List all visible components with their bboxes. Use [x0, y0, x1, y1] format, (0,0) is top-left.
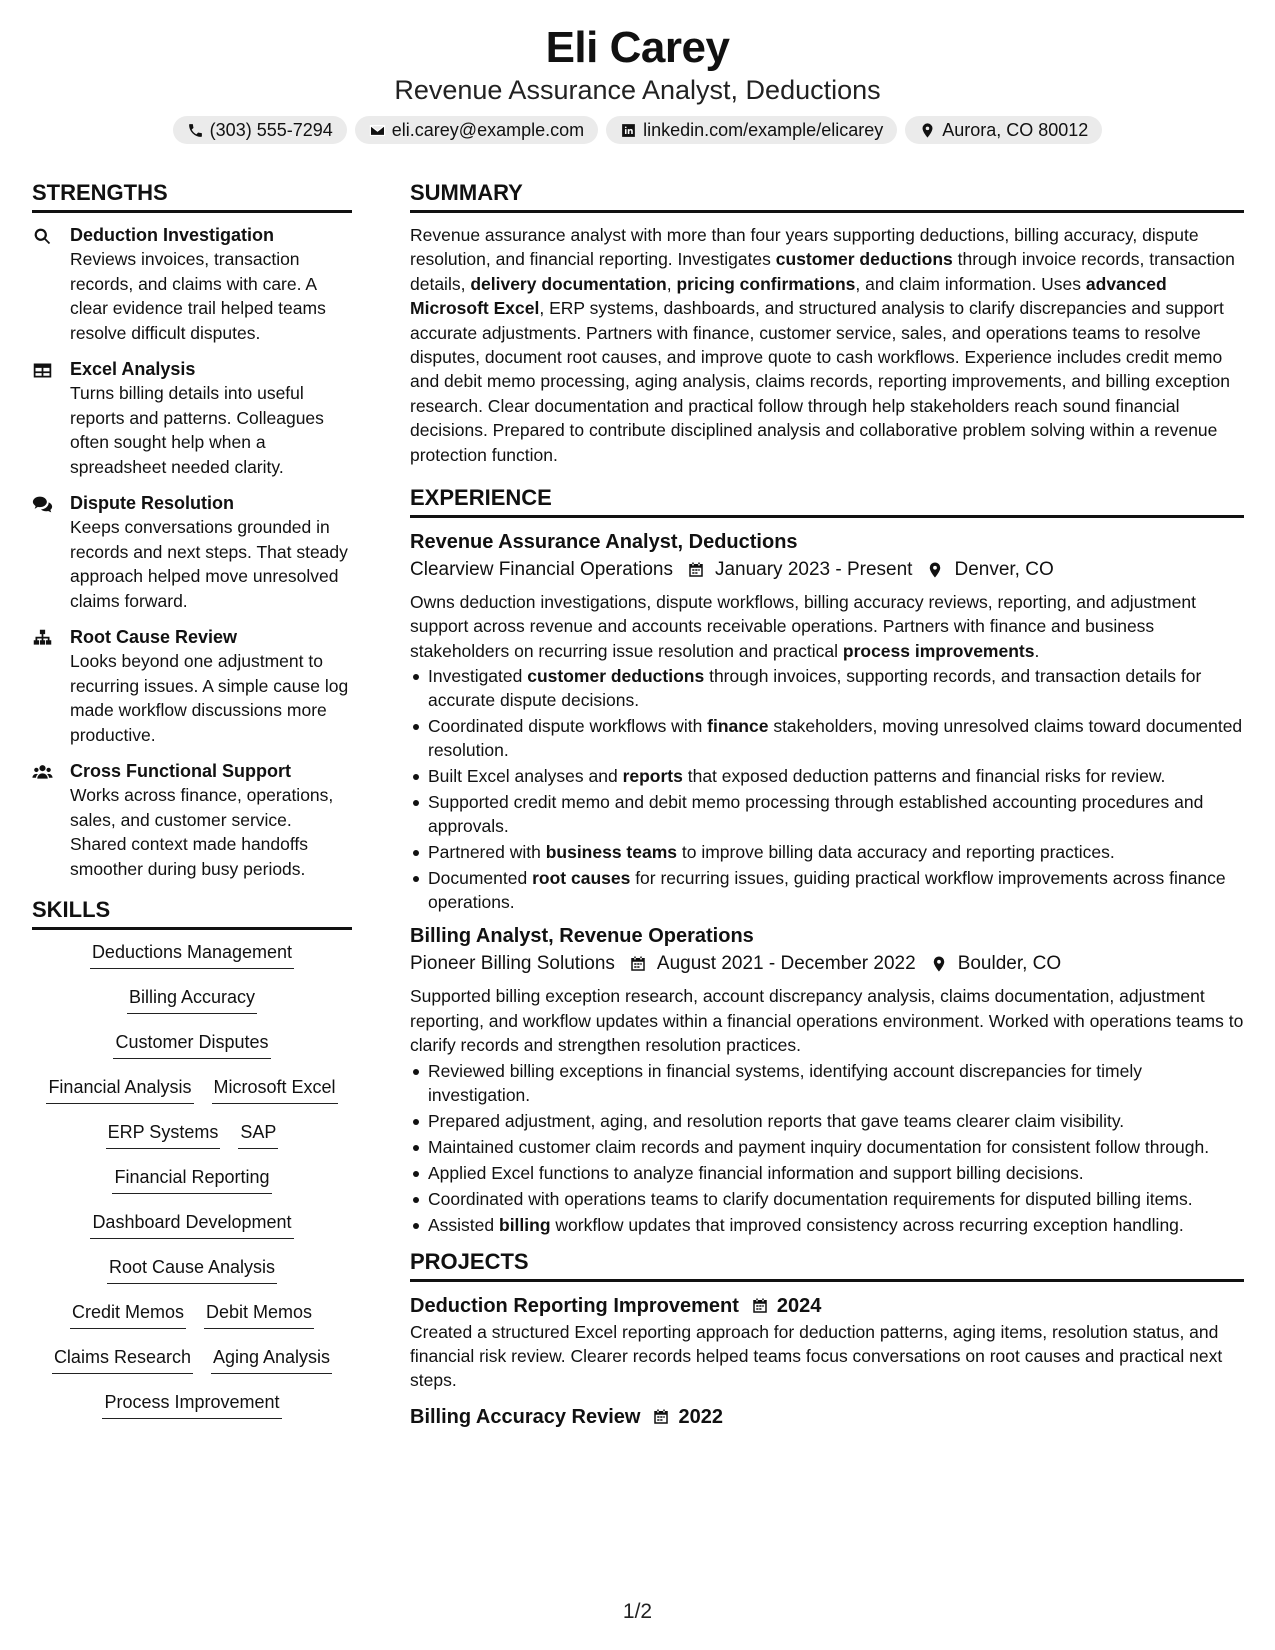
text-run: to improve billing data accuracy and reporting practices.: [677, 842, 1115, 863]
bold-phrase: root causes: [532, 868, 631, 889]
skill-tag: Financial Analysis: [46, 1075, 193, 1104]
skill-row: [32, 940, 352, 985]
text-run: Coordinated with operations teams to clarify documentation requirements for disputed billing items.: [428, 1188, 1193, 1209]
map-pin-icon: [919, 122, 936, 139]
text-run: Revenue assurance analyst with more than four years supporting deductions, billing accuracy, dispute resolution, and financial reporting. Investigates: [410, 225, 1199, 270]
text-run: through invoice records, transaction details,: [410, 249, 1235, 294]
contact-phone-text: (303) 555-7294: [209, 120, 333, 140]
job-entry: [410, 922, 1244, 1236]
bullet-item: [410, 790, 1244, 838]
bold-phrase: delivery documentation: [470, 273, 667, 294]
candidate-name: Eli Carey: [545, 23, 730, 72]
bullet-item: [410, 1187, 1244, 1211]
search-icon: [32, 226, 53, 247]
strength-item: [32, 357, 352, 479]
text-run: Maintained customer claim records and payment inquiry documentation for consistent follow through.: [428, 1136, 1210, 1157]
text-run: workflow updates that improved consistency across recurring exception handling.: [550, 1214, 1184, 1235]
project-desc: Created a structured Excel reporting approach for deduction patterns, aging items, resolution status, and financial risk review. Clearer records helped teams focus conversations on root causes and practical next steps.: [410, 1321, 1223, 1391]
text-run: , and claim information. Uses: [855, 273, 1086, 294]
job-location: Boulder, CO: [957, 953, 1062, 975]
skill-tag: Microsoft Excel: [212, 1075, 338, 1104]
text-run: through invoices, supporting records, and transaction details for accurate dispute decisions.: [428, 666, 1202, 711]
project-title: Deduction Reporting Improvement: [410, 1294, 739, 1317]
contact-location: [905, 116, 1102, 144]
job-location: Denver, CO: [954, 559, 1054, 581]
job-company: Pioneer Billing Solutions: [410, 953, 615, 975]
job-entry: [410, 528, 1244, 914]
text-run: Supported credit memo and debit memo processing through established accounting procedures and approvals.: [428, 792, 1204, 837]
bold-phrase: process improvements: [842, 640, 1035, 661]
skill-tag: Dashboard Development: [90, 1210, 293, 1239]
strength-desc: Keeps conversations grounded in records and next steps. That steady approach helped move unresolved claims forward.: [70, 517, 348, 611]
job-bullets: [410, 1059, 1244, 1237]
text-run: ,: [666, 273, 677, 294]
skill-row: [32, 1390, 352, 1435]
text-run: that exposed deduction patterns and financial risks for review.: [682, 766, 1166, 787]
bullet-item: [410, 1135, 1244, 1159]
bold-phrase: business teams: [545, 842, 678, 863]
calendar-icon: [751, 1297, 769, 1315]
job-title: Revenue Assurance Analyst, Deductions: [410, 531, 798, 554]
project-title: Billing Accuracy Review: [410, 1405, 641, 1428]
text-run: Coordinated dispute workflows with: [428, 716, 708, 737]
skills-list: [32, 940, 352, 1435]
summary-heading: SUMMARY: [410, 178, 1244, 213]
bullet-item: [410, 714, 1244, 762]
bold-phrase: reports: [622, 766, 683, 787]
skill-row: [32, 1255, 352, 1300]
text-run: Assisted: [428, 1214, 499, 1235]
skill-tag: Financial Reporting: [112, 1165, 271, 1194]
skill-tag: ERP Systems: [106, 1120, 221, 1149]
table-icon: [32, 360, 53, 381]
text-run: Reviewed billing exceptions in financial systems, identifying account discrepancies for timely investigation.: [428, 1060, 1142, 1105]
text-run: Partnered with: [428, 842, 546, 863]
contact-email[interactable]: [355, 116, 598, 144]
strength-title: Dispute Resolution: [70, 493, 235, 513]
skill-row: [32, 1300, 352, 1345]
skill-row: [32, 1120, 352, 1165]
map-pin-icon: [926, 561, 944, 579]
text-run: Documented: [428, 868, 533, 889]
comments-icon: [32, 494, 53, 515]
text-run: Prepared adjustment, aging, and resolution reports that gave teams clearer claim visibility.: [428, 1110, 1125, 1131]
summary-text: [410, 223, 1244, 467]
project-year: 2024: [776, 1294, 822, 1317]
left-column: [32, 178, 352, 1435]
skill-tag: Credit Memos: [70, 1300, 186, 1329]
job-bullets: [410, 664, 1244, 914]
text-run: .: [1034, 640, 1040, 661]
project-heading: [410, 1292, 1244, 1320]
calendar-icon: [652, 1408, 670, 1426]
calendar-icon: [687, 561, 705, 579]
candidate-headline: Revenue Assurance Analyst, Deductions: [394, 75, 881, 105]
skill-tag: Debit Memos: [204, 1300, 314, 1329]
job-desc: [410, 590, 1244, 663]
text-run: stakeholders, moving unresolved claims toward documented resolution.: [428, 716, 1243, 761]
bullet-item: [410, 764, 1244, 788]
strength-title: Cross Functional Support: [70, 761, 292, 781]
bullet-item: [410, 840, 1244, 864]
contact-phone[interactable]: [173, 116, 347, 144]
resume-header: [0, 22, 1275, 144]
project-heading: [410, 1403, 1244, 1431]
job-meta: [410, 556, 1244, 584]
strength-item: [32, 223, 352, 345]
job-dates: August 2021 - December 2022: [656, 953, 916, 975]
bold-phrase: customer deductions: [775, 249, 953, 270]
right-column: [410, 178, 1244, 1431]
projects-heading: PROJECTS: [410, 1247, 1244, 1282]
map-pin-icon: [930, 955, 948, 973]
skill-row: [32, 1345, 352, 1390]
skill-tag: Root Cause Analysis: [107, 1255, 277, 1284]
skill-tag: Billing Accuracy: [127, 985, 257, 1014]
skill-row: [32, 985, 352, 1030]
text-run: for recurring issues, guiding practical workflow improvements across finance operations.: [428, 868, 1226, 913]
skill-tag: Customer Disputes: [113, 1030, 270, 1059]
text-run: Applied Excel functions to analyze financial information and support billing decisions.: [428, 1162, 1084, 1183]
job-title: Billing Analyst, Revenue Operations: [410, 925, 754, 948]
bullet-item: [410, 1109, 1244, 1133]
bullet-item: [410, 1213, 1244, 1237]
text-run: , ERP systems, dashboards, and structured analysis to clarify discrepancies and support accurate adjustments. Partners with finance, customer service, sales, and operations teams to resolve disputes, document root causes, and improve quote to cash workflows. Experience includes credit memo and debit memo processing, aging analysis, claims records, reporting improvements, and billing exception research. Clear documentation and practical follow through help stakeholders reach sound financial decisions. Prepared to contribute disciplined analysis and collaborative problem solving within a revenue protection function.: [410, 298, 1230, 465]
bold-phrase: customer deductions: [527, 666, 705, 687]
text-run: Supported billing exception research, account discrepancy analysis, claims documentation, adjustment reporting, and workflow updates within a financial operations environment. Worked with operations teams to clarify records and strengthen resolution practices.: [410, 986, 1244, 1056]
strength-item: [32, 625, 352, 747]
bullet-item: [410, 664, 1244, 712]
strengths-heading: STRENGTHS: [32, 178, 352, 213]
skill-row: [32, 1030, 352, 1075]
skill-tag: Deductions Management: [90, 940, 294, 969]
contact-linkedin[interactable]: [606, 116, 897, 144]
experience-heading: EXPERIENCE: [410, 483, 1244, 518]
skill-tag: SAP: [238, 1120, 278, 1149]
bold-phrase: advanced Microsoft Excel: [410, 273, 1167, 319]
strength-title: Deduction Investigation: [70, 225, 275, 245]
skills-heading: SKILLS: [32, 895, 352, 930]
sitemap-icon: [32, 628, 53, 649]
job-desc: [410, 984, 1244, 1057]
strength-desc: Reviews invoices, transaction records, and claims with care. A clear evidence trail helped teams resolve difficult disputes.: [70, 249, 326, 343]
strength-desc: Looks beyond one adjustment to recurring issues. A simple cause log made workflow discussions more productive.: [70, 651, 349, 745]
envelope-icon: [369, 122, 386, 139]
users-icon: [32, 762, 53, 783]
strength-title: Root Cause Review: [70, 627, 238, 647]
skill-tag: Aging Analysis: [211, 1345, 332, 1374]
bullet-item: [410, 1059, 1244, 1107]
strength-desc: Turns billing details into useful reports and patterns. Colleagues often sought help when a spreadsheet needed clarity.: [70, 383, 324, 477]
bold-phrase: finance: [707, 716, 769, 737]
bold-phrase: pricing confirmations: [676, 273, 856, 294]
bold-phrase: billing: [499, 1214, 551, 1235]
strength-item: [32, 491, 352, 613]
text-run: Investigated: [428, 666, 528, 687]
job-company: Clearview Financial Operations: [410, 559, 673, 581]
project-year: 2022: [678, 1405, 723, 1428]
contact-bar: [0, 116, 1275, 144]
skill-tag: Process Improvement: [102, 1390, 281, 1419]
strength-desc: Works across finance, operations, sales, and customer service. Shared context made handoffs smoother during busy periods.: [70, 785, 334, 879]
skill-row: [32, 1165, 352, 1210]
text-run: Owns deduction investigations, dispute workflows, billing accuracy reviews, reporting, and adjustment support across revenue and accounts receivable operations. Partners with finance and business stakeholders on recurring issue resolution and practical: [410, 592, 1196, 661]
text-run: Built Excel analyses and: [428, 766, 623, 787]
calendar-icon: [629, 955, 647, 973]
skill-row: [32, 1210, 352, 1255]
bullet-item: [410, 866, 1244, 914]
bullet-item: [410, 1161, 1244, 1185]
strength-item: [32, 759, 352, 881]
contact-location-text: Aurora, CO 80012: [942, 120, 1089, 140]
phone-icon: [187, 122, 204, 139]
page-number: 1/2: [622, 1600, 653, 1623]
skill-row: [32, 1075, 352, 1120]
job-meta: [410, 950, 1244, 978]
skill-tag: Claims Research: [52, 1345, 193, 1374]
job-dates: January 2023 - Present: [714, 559, 913, 581]
contact-email-text: eli.carey@example.com: [391, 120, 585, 140]
contact-linkedin-text: linkedin.com/example/elicarey: [643, 120, 884, 140]
linkedin-icon: [620, 122, 637, 139]
strength-title: Excel Analysis: [70, 359, 196, 379]
